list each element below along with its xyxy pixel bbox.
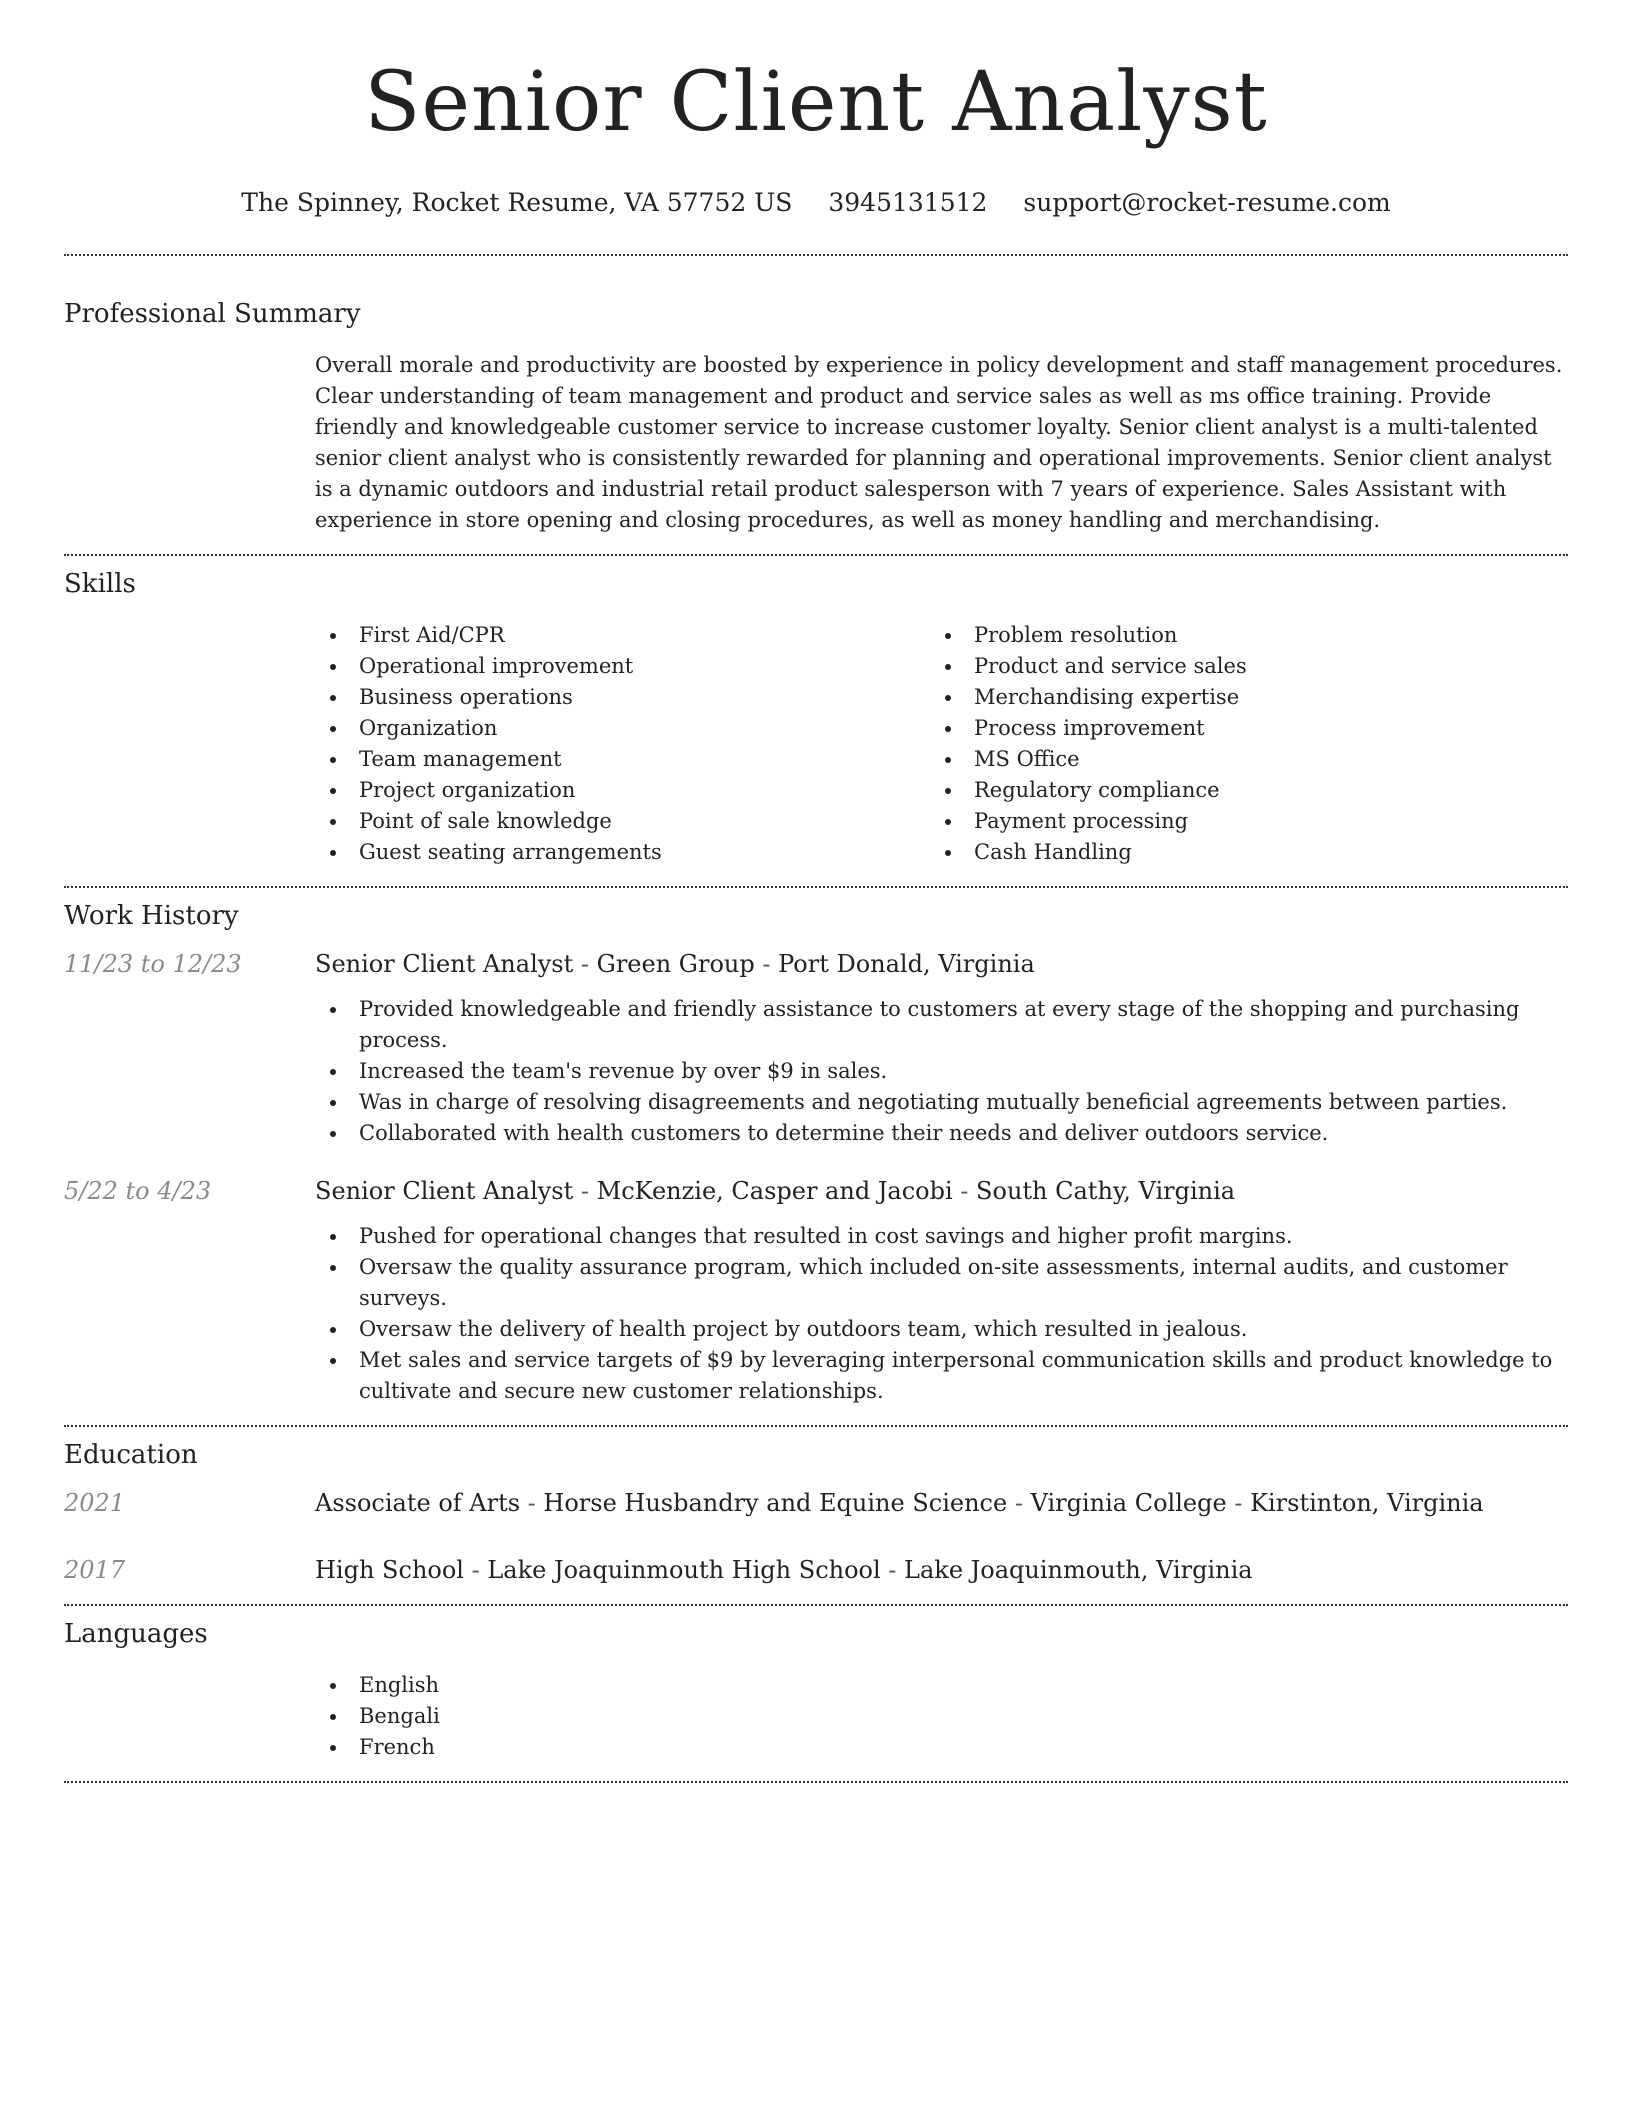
separator: - [520,1489,544,1517]
job-company: McKenzie, Casper and Jacobi [596,1177,953,1205]
section-title-skills: Skills [64,569,136,599]
job-company: Green Group [596,950,755,978]
section-education [64,1427,1568,1604]
job-location: South Cathy, Virginia [976,1177,1236,1205]
job-bullets [315,994,1568,1149]
education-field: Horse Husbandry and Equine Science [543,1489,1008,1517]
section-title-languages: Languages [64,1619,208,1649]
skill-item: Regulatory compliance [930,775,1545,806]
separator: - [880,1556,905,1584]
skills-list-right [930,620,1545,868]
separator: - [463,1556,488,1584]
education-heading [315,1487,1568,1519]
skill-item: Product and service sales [930,651,1545,682]
language-item: English [315,1670,1568,1701]
education-entry [64,1554,1568,1586]
skill-item: Process improvement [930,713,1545,744]
section-title-work: Work History [64,901,239,931]
skill-item: Cash Handling [930,837,1545,868]
resume-name: Senior Client Analyst [364,55,1268,150]
separator: - [1226,1489,1251,1517]
job-position: Senior Client Analyst [315,1177,574,1205]
job-bullet: Pushed for operational changes that resulted in cost savings and higher profit margins. [315,1221,1568,1252]
job-bullets [315,1221,1568,1407]
job-location: Port Donald, Virginia [778,950,1035,978]
separator: - [754,950,779,978]
education-school: Lake Joaquinmouth High School [487,1556,881,1584]
job-bullet: Provided knowledgeable and friendly assistance to customers at every stage of the shopping and purchasing process. [315,994,1568,1056]
skill-item: Project organization [315,775,930,806]
contact-address: The Spinney, Rocket Resume, VA 57752 US [241,188,793,217]
summary-text: Overall morale and productivity are boosted by experience in policy development and staff management procedures. Clear understanding of team management and product and service sales as well as ms office training. Provide friendly and knowledgeable customer service to increase customer loyalty. Senior client analyst is a multi-talented senior client analyst who is consistently rewarded for planning and operational improvements. Senior client analyst is a dynamic outdoors and industrial retail product salesperson with 7 years of experience. Sales Assistant with experience in store opening and closing procedures, as well as money handling and merchandising. [315,353,1563,532]
languages-list [315,1670,1568,1763]
divider [64,1781,1568,1783]
section-title-education: Education [64,1440,198,1470]
education-entry [64,1487,1568,1519]
contact-phone: 3945131512 [828,188,988,217]
summary-body [315,350,1568,536]
job-bullet: Was in charge of resolving disagreements and negotiating mutually beneficial agreements between parties. [315,1087,1568,1118]
education-location: Lake Joaquinmouth, Virginia [904,1556,1253,1584]
section-skills [64,556,1568,886]
skills-list-left [315,620,930,868]
skills-grid [315,620,1568,868]
separator: - [573,1177,597,1205]
work-entry [64,948,1568,1149]
language-item: Bengali [315,1701,1568,1732]
work-entry-content [315,948,1568,1149]
section-languages [64,1606,1568,1781]
separator: - [952,1177,977,1205]
skill-item: First Aid/CPR [315,620,930,651]
job-bullet: Oversaw the delivery of health project by outdoors team, which resulted in jealous. [315,1314,1568,1345]
job-bullet: Increased the team's revenue by over $9 in sales. [315,1056,1568,1087]
skill-item: Problem resolution [930,620,1545,651]
skill-item: MS Office [930,744,1545,775]
job-bullet: Collaborated with health customers to determine their needs and deliver outdoors service. [315,1118,1568,1149]
skill-item: Point of sale knowledge [315,806,930,837]
skill-item: Team management [315,744,930,775]
skill-item: Guest seating arrangements [315,837,930,868]
education-school: Virginia College [1030,1489,1227,1517]
separator: - [573,950,597,978]
language-item: French [315,1732,1568,1763]
job-position: Senior Client Analyst [315,950,574,978]
separator: - [1007,1489,1031,1517]
work-heading [315,948,1568,980]
skill-item: Operational improvement [315,651,930,682]
work-entries [64,948,1568,1407]
work-entry-content [315,1175,1568,1407]
education-year: 2021 [64,1489,126,1517]
job-bullet: Met sales and service targets of $9 by leveraging interpersonal communication skills and product knowledge to cultivate and secure new customer relationships. [315,1345,1568,1407]
education-heading [315,1554,1568,1586]
section-work-history [64,888,1568,1425]
skill-item: Merchandising expertise [930,682,1545,713]
job-bullet: Oversaw the quality assurance program, which included on-site assessments, internal audits, and customer surveys. [315,1252,1568,1314]
contact-email: support@rocket-resume.com [1023,188,1391,217]
work-heading [315,1175,1568,1207]
education-location: Kirstinton, Virginia [1250,1489,1484,1517]
languages-body [315,1670,1568,1763]
skill-item: Business operations [315,682,930,713]
education-entries [64,1487,1568,1586]
work-dates: 5/22 to 4/23 [64,1177,212,1205]
skill-item: Payment processing [930,806,1545,837]
work-entry [64,1175,1568,1407]
education-degree: High School [315,1556,464,1584]
work-dates: 11/23 to 12/23 [64,950,242,978]
education-year: 2017 [64,1556,126,1584]
education-degree: Associate of Arts [315,1489,521,1517]
section-summary [64,256,1568,554]
section-title-summary: Professional Summary [64,299,361,329]
skill-item: Organization [315,713,930,744]
contact-line [64,186,1568,220]
